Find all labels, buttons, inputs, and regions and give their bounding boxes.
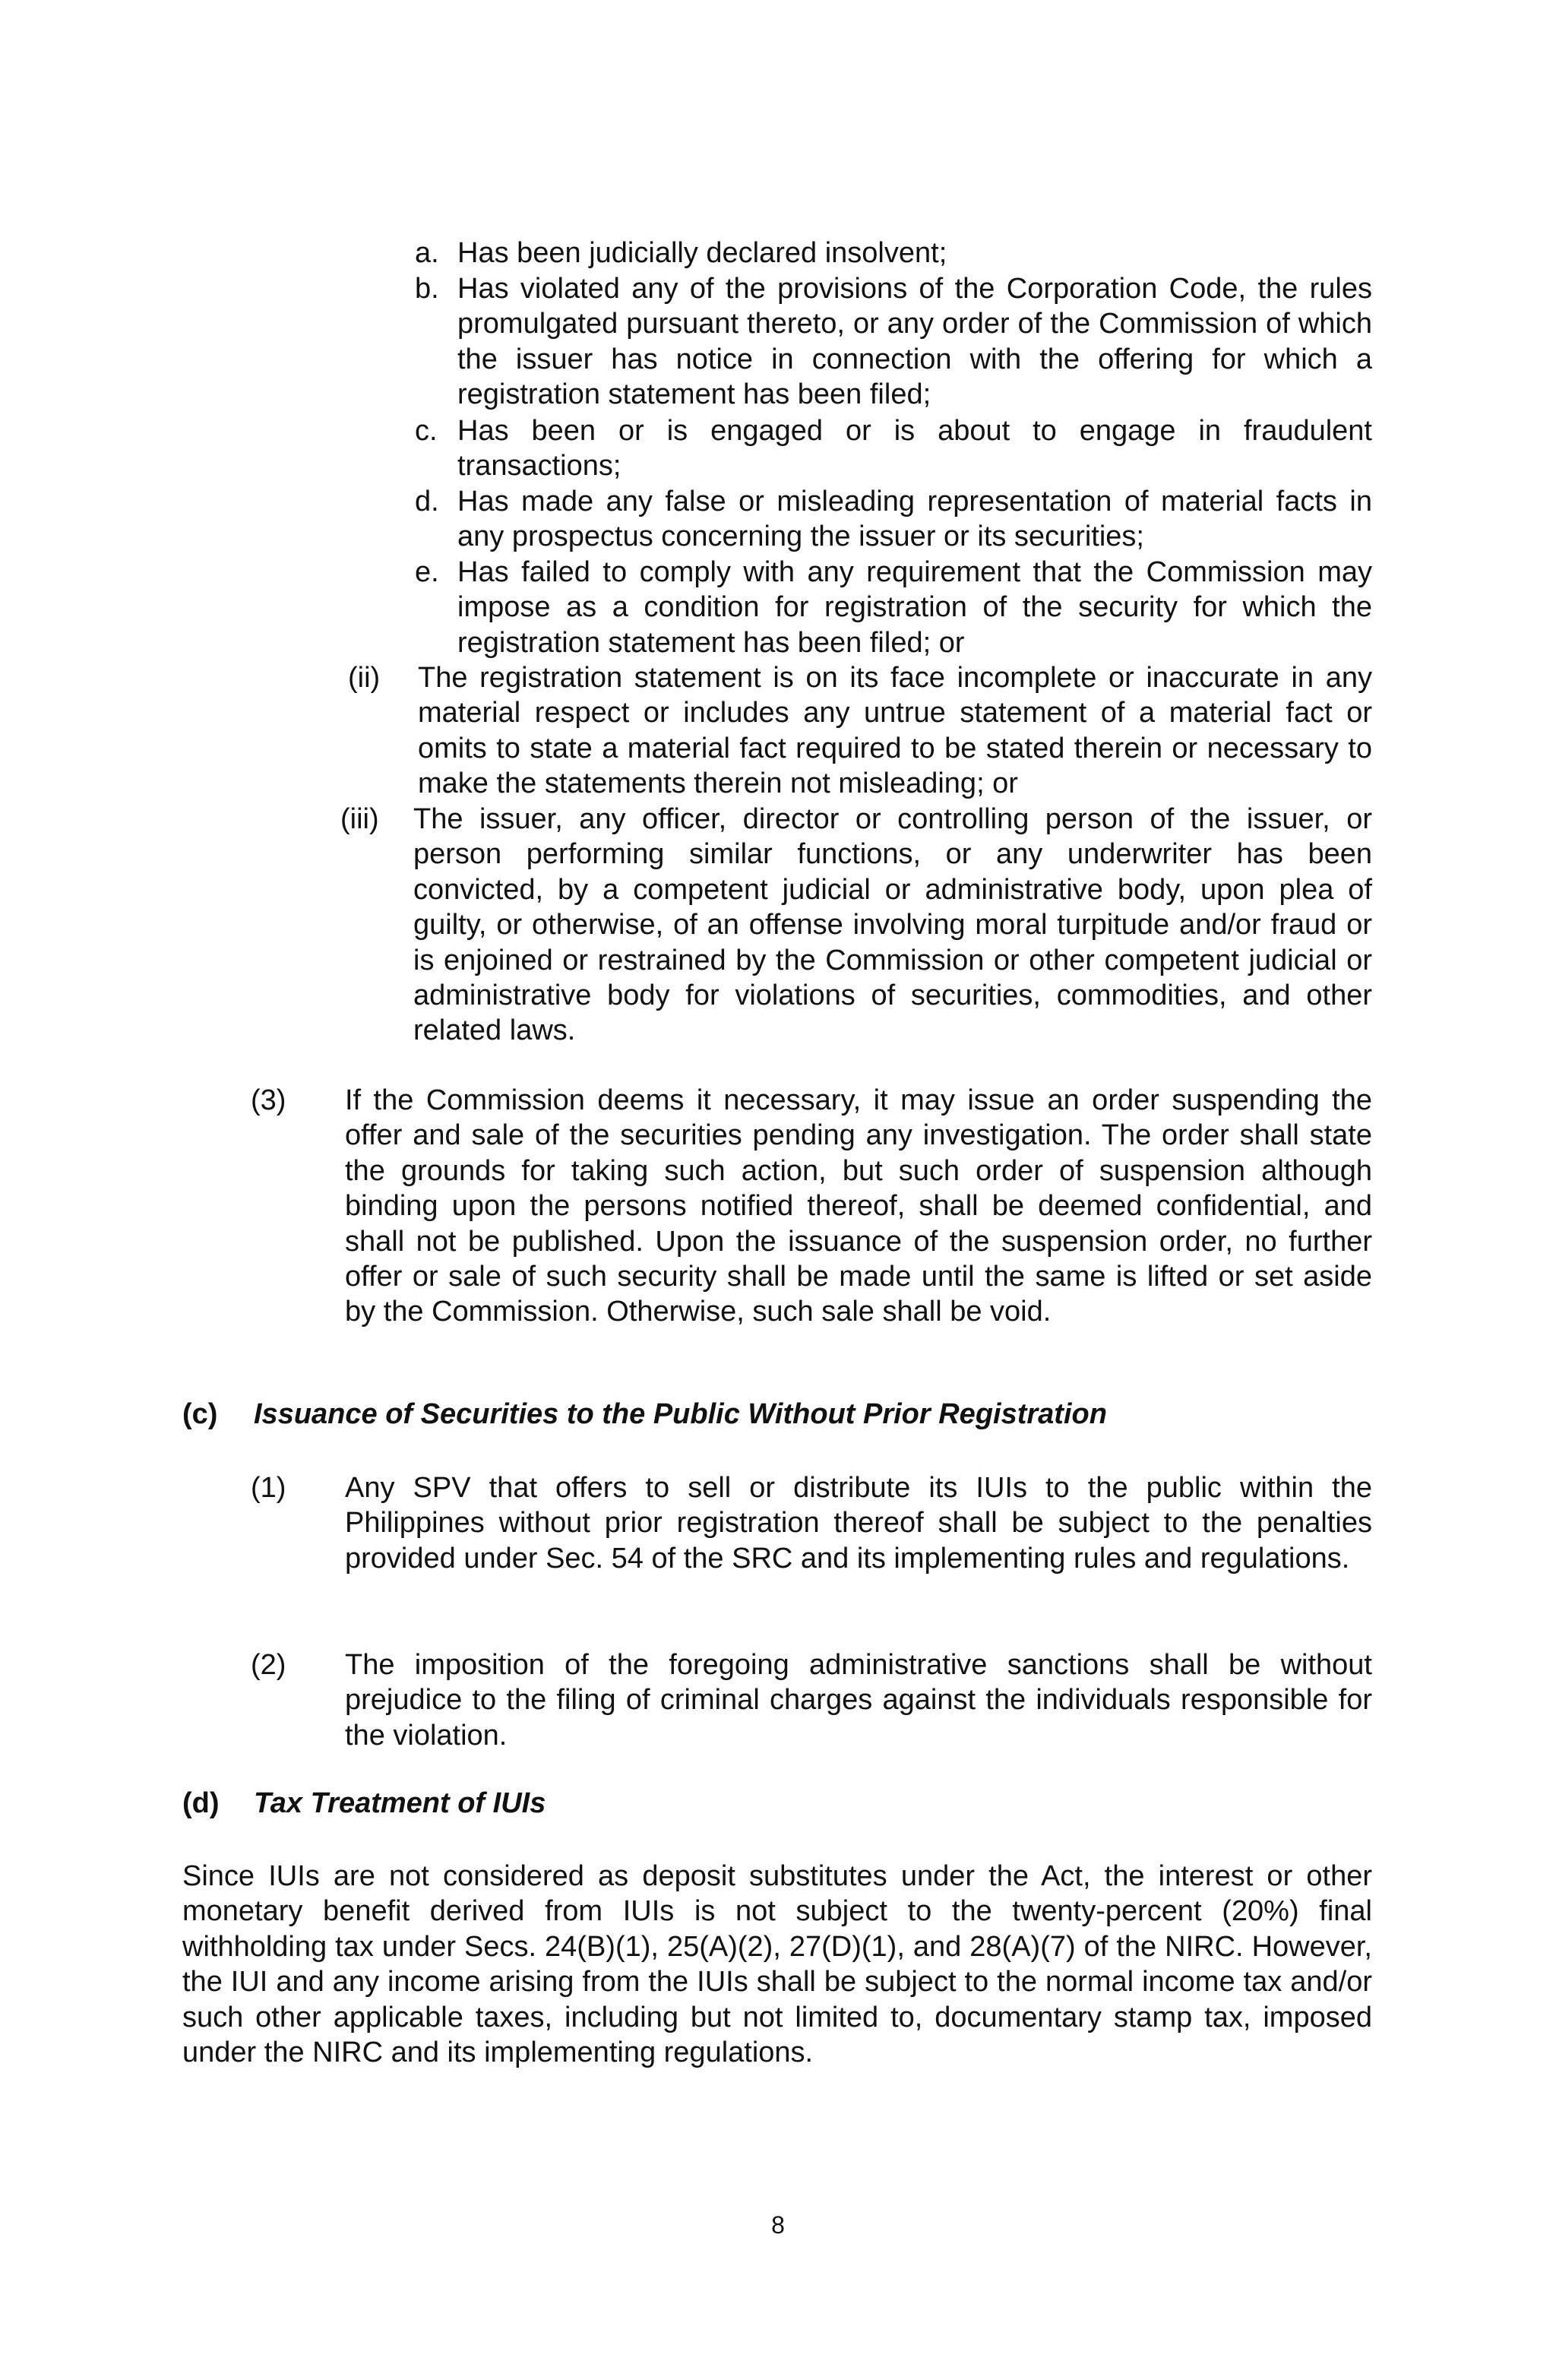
sub-item-marker: e.: [415, 556, 439, 588]
section-marker: (d): [182, 1787, 220, 1819]
sub-item-text: Has violated any of the provisions of the Corporation Code, the rules promulgated pursuant thereto, or any order of the Commission of which the issuer has notice in connection with the offering for which a registration statement has been filed;: [457, 273, 1372, 411]
section-heading: Issuance of Securities to the Public Without Prior Registration: [254, 1398, 1107, 1430]
item-text: The imposition of the foregoing administrative sanctions shall be without prejudice to the filing of criminal charges against the individuals responsible for the violation.: [345, 1649, 1372, 1752]
sub-item-marker: b.: [415, 273, 439, 305]
sub-item-text: Has been judicially declared insolvent;: [457, 237, 947, 269]
section-marker: (c): [182, 1398, 218, 1430]
item-text: If the Commission deems it necessary, it may issue an order suspending the offer and sale of the securities pending any investigation. The order shall state the grounds for taking such action, but such order of suspension although binding upon the persons notified thereof, shall be deemed confidential, and shall not be published. Upon the issuance of the suspension order, no further offer or sale of such security shall be made until the same is lifted or set aside by the Commission. Otherwise, such sale shall be void.: [345, 1084, 1372, 1328]
section-heading: Tax Treatment of IUIs: [254, 1787, 546, 1819]
roman-item-text: The registration statement is on its face incomplete or inaccurate in any material respect or includes any untrue statement of a material fact or omits to state a material fact required to be stated therein or necessary to make the statements therein not misleading; or: [418, 662, 1372, 800]
item-text: Any SPV that offers to sell or distribute its IUIs to the public within the Philippines without prior registration thereof shall be subject to the penalties provided under Sec. 54 of the SRC and its implementing rules and regulations.: [345, 1472, 1372, 1575]
sub-item-marker: c.: [415, 415, 438, 447]
roman-item-marker: (iii): [340, 803, 379, 835]
item-marker: (2): [251, 1649, 286, 1681]
sub-item-text: Has been or is engaged or is about to engage in fraudulent transactions;: [457, 415, 1372, 483]
sub-item-marker: d.: [415, 486, 439, 517]
page-number: 8: [771, 2211, 785, 2239]
item-marker: (3): [251, 1084, 286, 1116]
sub-item-text: Has made any false or misleading representation of material facts in any prospectus concerning the issuer or its securities;: [457, 486, 1372, 553]
roman-item-text: The issuer, any officer, director or controlling person of the issuer, or person performing similar functions, or any underwriter has been convicted, by a competent judicial or administrative body, upon plea of guilty, or otherwise, of an offense involving moral turpitude and/or fraud or is enjoined or restrained by the Commission or other competent judicial or administrative body for violations of securities, commodities, and other related laws.: [413, 803, 1372, 1047]
sub-item-marker: a.: [415, 237, 439, 269]
section-paragraph: Since IUIs are not considered as deposit substitutes under the Act, the interest or other monetary benefit derived from IUIs is not subject to the twenty-percent (20%) final withholding tax under Secs. 24(B)(1), 25(A)(2), 27(D)(1), and 28(A)(7) of the NIRC. However, the IUI and any income arising from the IUIs shall be subject to the normal income tax and/or such other applicable taxes, including but not limited to, documentary stamp tax, imposed under the NIRC and its implementing regulations.: [182, 1860, 1372, 2069]
roman-item-marker: (ii): [348, 662, 381, 694]
item-marker: (1): [251, 1472, 286, 1504]
sub-item-text: Has failed to comply with any requirement that the Commission may impose as a condition for registration of the security for which the registration statement has been filed; or: [457, 556, 1372, 659]
